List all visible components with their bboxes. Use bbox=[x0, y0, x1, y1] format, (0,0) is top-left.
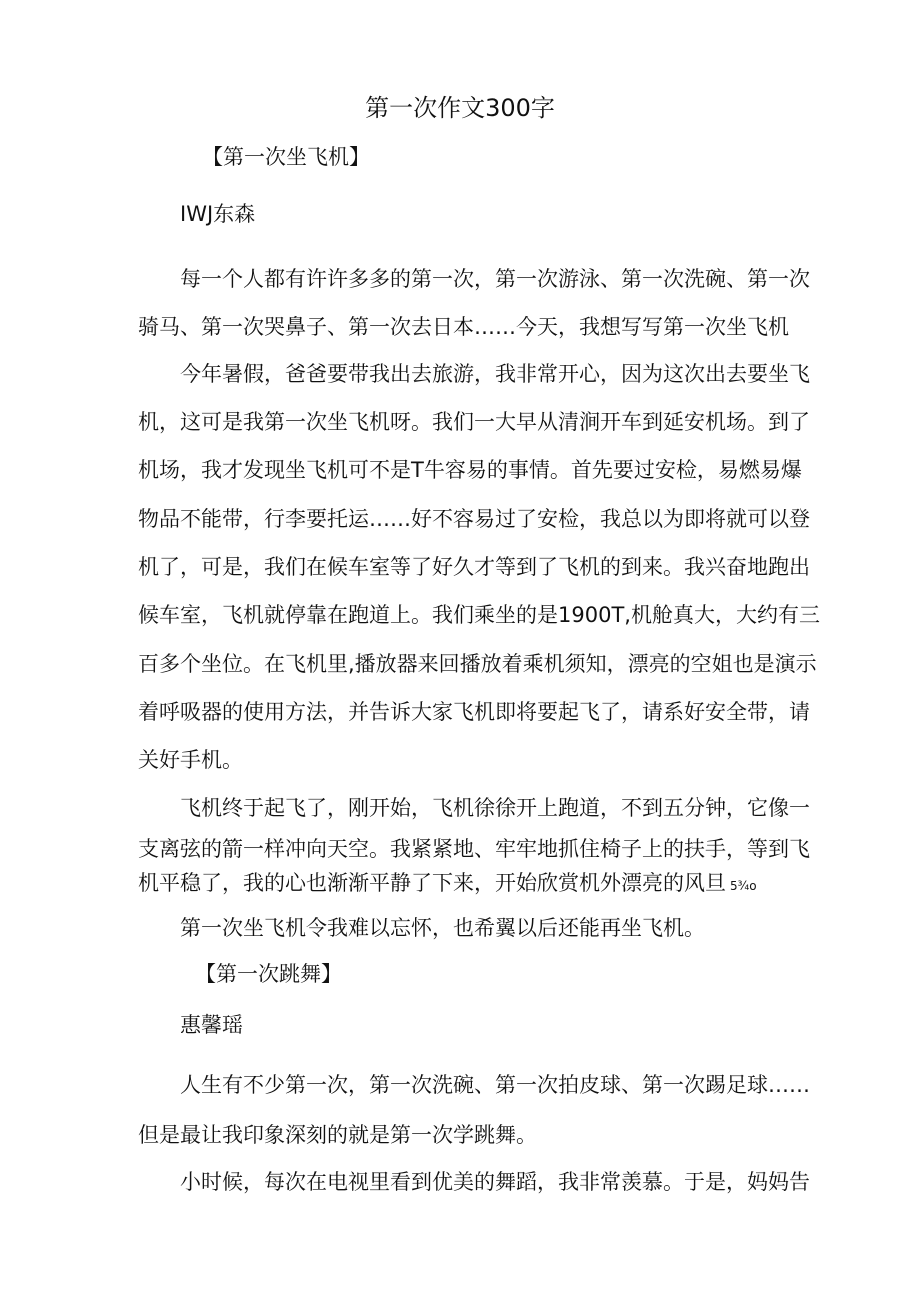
essay1-p3-line-last bbox=[138, 869, 757, 900]
essay1-p1-line: 每一个人都有许许多多的第一次，第一次游泳、第一次洗碗、第一次 bbox=[180, 267, 810, 291]
essay1-p2-line: 百多个坐位。在飞机里,播放器来回播放着乘机须知，漂亮的空姐也是演示 bbox=[138, 652, 817, 676]
essay1-heading: 【第一次坐飞机】 bbox=[202, 145, 370, 169]
essay1-p2-line: 候车室，飞机就停靠在跑道上。我们乘坐的是1900T,机舱真大，大约有三 bbox=[138, 603, 820, 627]
essay1-p2-line: 机了，可是，我们在候车室等了好久才等到了飞机的到来。我兴奋地跑出 bbox=[138, 555, 810, 579]
essay2-p1-line: 但是最让我印象深刻的就是第一次学跳舞。 bbox=[138, 1123, 537, 1147]
essay1-p3-note: 5¾o bbox=[730, 879, 757, 893]
essay2-p1-line: 人生有不少第一次，第一次洗碗、第一次拍皮球、第一次踢足球…… bbox=[180, 1073, 810, 1097]
essay1-author: IWJ东森 bbox=[180, 202, 256, 226]
essay1-p1-line: 骑马、第一次哭鼻子、第一次去日本……今天，我想写写第一次坐飞机 bbox=[138, 315, 789, 339]
essay1-p4: 第一次坐飞机令我难以忘怀，也希翼以后还能再坐飞机。 bbox=[180, 916, 705, 940]
essay1-p2-line: 物品不能带，行李要托运……好不容易过了安检，我总以为即将就可以登 bbox=[138, 507, 810, 531]
essay1-p3-line: 飞机终于起飞了，刚开始，飞机徐徐开上跑道，不到五分钟，它像一 bbox=[180, 796, 810, 820]
essay1-p3-line: 支离弦的箭一样冲向天空。我紧紧地、牢牢地抓住椅子上的扶手，等到飞 bbox=[138, 837, 810, 861]
essay1-p2-line: 关好手机。 bbox=[138, 748, 243, 772]
essay1-p3-text: 机平稳了，我的心也渐渐平静了下来，开始欣赏机外漂亮的风旦 bbox=[138, 871, 726, 895]
essay1-p2-line: 今年暑假，爸爸要带我出去旅游，我非常开心，因为这次出去要坐飞 bbox=[180, 362, 810, 386]
page-title: 第一次作文300字 bbox=[365, 94, 555, 122]
essay2-p2: 小时候，每次在电视里看到优美的舞蹈，我非常羡慕。于是，妈妈告 bbox=[180, 1170, 810, 1194]
essay2-heading: 【第一次跳舞】 bbox=[195, 962, 342, 986]
essay1-p2-line: 着呼吸器的使用方法，并告诉大家飞机即将要起飞了，请系好安全带，请 bbox=[138, 700, 810, 724]
essay1-p2-line: 机场，我才发现坐飞机可不是T牛容易的事情。首先要过安检，易燃易爆 bbox=[138, 458, 802, 482]
essay1-p2-line: 机，这可是我第一次坐飞机呀。我们一大早从清涧开车到延安机场。到了 bbox=[138, 410, 810, 434]
essay2-author: 惠馨瑶 bbox=[180, 1013, 243, 1037]
